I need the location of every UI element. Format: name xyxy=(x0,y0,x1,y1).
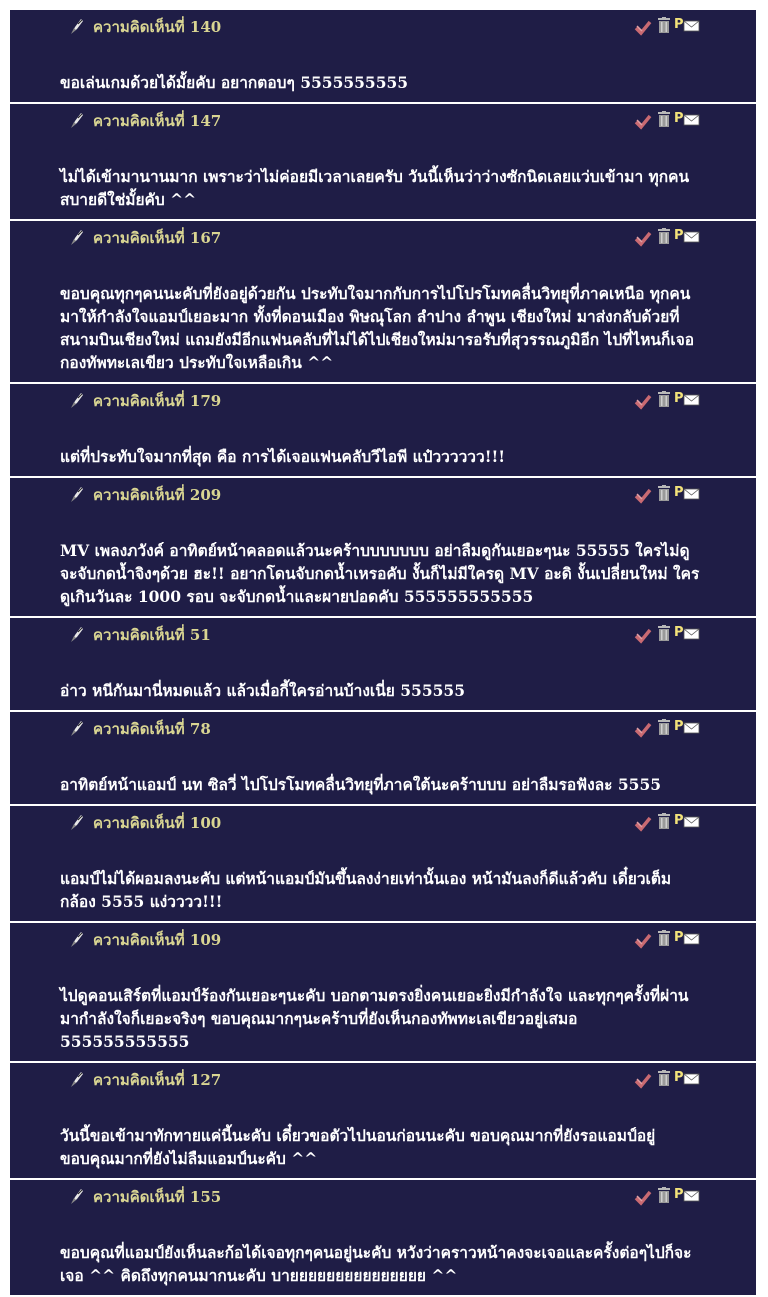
trash-icon[interactable] xyxy=(658,391,670,407)
quill-icon xyxy=(70,112,84,128)
svg-text:P: P xyxy=(674,391,684,406)
comment xyxy=(10,923,756,1063)
comment-text: ขอเล่นเกมด้วยได้มั้ยคับ อยากตอบๆ 5555555555 xyxy=(60,73,409,92)
trash-icon[interactable] xyxy=(658,485,670,501)
comment-number: ความคิดเห็นที่ 127 xyxy=(93,1071,222,1089)
private-message-icon[interactable] xyxy=(674,718,700,734)
comment-text: MV เพลงภวังค์ อาทิตย์หน้าคลอดแล้วนะคร้าบบบบบบบ อย่าลืมดูกันเยอะๆนะ 55555 ใครไม่ดูจะจับกดน้ำจิงๆด้วย ฮะ!! อยากโดนจับกดน้ำเหรอคับ งั้นก็ไม่มีใครดู MV อะดิ งั้นเปลี่ยนใหม่ ใครดูเกินวันละ 1000 รอบ จะจับกดน้ำและผายปอดคับ 555555555555 xyxy=(60,541,700,606)
trash-icon[interactable] xyxy=(658,813,670,829)
comment xyxy=(10,1063,756,1180)
comment xyxy=(10,10,756,104)
private-message-icon[interactable] xyxy=(674,16,700,32)
comment-header xyxy=(10,1063,756,1109)
checkmark-icon[interactable] xyxy=(634,721,652,739)
checkmark-icon[interactable] xyxy=(634,230,652,248)
private-message-icon[interactable] xyxy=(674,812,700,828)
private-message-icon[interactable] xyxy=(674,227,700,243)
comment-number: ความคิดเห็นที่ 78 xyxy=(93,720,211,738)
comment xyxy=(10,104,756,221)
private-message-icon[interactable] xyxy=(674,484,700,500)
checkmark-icon[interactable] xyxy=(634,1072,652,1090)
comment-text: อ่าว หนีกันมานี่หมดแล้ว แล้วเมื่อกี้ใครอ่านบ้างเนี่ย 555555 xyxy=(60,681,465,700)
quill-icon xyxy=(70,720,84,736)
comment-header xyxy=(10,221,756,267)
svg-text:P: P xyxy=(674,625,684,640)
svg-text:P: P xyxy=(674,1187,684,1202)
comment-header xyxy=(10,104,756,150)
comment-number: ความคิดเห็นที่ 100 xyxy=(93,814,222,832)
comment-header xyxy=(10,712,756,758)
comment-number: ความคิดเห็นที่ 109 xyxy=(93,931,222,949)
comment-number: ความคิดเห็นที่ 51 xyxy=(93,626,211,644)
comment-text: แอมป์ไม่ได้ผอมลงนะคับ แต่หน้าแอมป์มันขึ้นลงง่ายเท่านั้นเอง หน้ามันลงก็ดีแล้วคับ เดี๋ยวเต็มกล้อง 5555 แง่วววว!!! xyxy=(60,869,672,911)
comment-number: ความคิดเห็นที่ 209 xyxy=(93,486,222,504)
trash-icon[interactable] xyxy=(658,930,670,946)
checkmark-icon[interactable] xyxy=(634,1189,652,1207)
checkmark-icon[interactable] xyxy=(634,932,652,950)
quill-icon xyxy=(70,486,84,502)
comment xyxy=(10,618,756,712)
trash-icon[interactable] xyxy=(658,228,670,244)
comment-number: ความคิดเห็นที่ 147 xyxy=(93,112,222,130)
svg-text:P: P xyxy=(674,1070,684,1085)
comment xyxy=(10,478,756,618)
checkmark-icon[interactable] xyxy=(634,487,652,505)
comment-text: ขอบคุณที่แอมป์ยังเห็นละก้อได้เจอทุกๆคนอยู่นะคับ หวังว่าคราวหน้าคงจะเจอและครั้งต่อๆไปก็จะเจอ ^^ คิดถึงทุกคนมากนะคับ บายยยยยยยยยยยยยยย ^^ xyxy=(60,1243,692,1285)
private-message-icon[interactable] xyxy=(674,110,700,126)
private-message-icon[interactable] xyxy=(674,390,700,406)
comment-text: อาทิตย์หน้าแอมป์ นท ซิลวี่ ไปโปรโมทคลื่นวิทยุที่ภาคใต้นะคร้าบบบ อย่าลืมรอฟังละ 5555 xyxy=(60,775,662,794)
svg-text:P: P xyxy=(674,111,684,126)
svg-text:P: P xyxy=(674,228,684,243)
private-message-icon[interactable] xyxy=(674,624,700,640)
checkmark-icon[interactable] xyxy=(634,815,652,833)
checkmark-icon[interactable] xyxy=(634,627,652,645)
trash-icon[interactable] xyxy=(658,111,670,127)
svg-text:P: P xyxy=(674,485,684,500)
quill-icon xyxy=(70,1188,84,1204)
comment-text: ไม่ได้เข้ามานานมาก เพราะว่าไม่ค่อยมีเวลาเลยครับ วันนี้เห็นว่าว่างซักนิดเลยแว่บเข้ามา ทุกคนสบายดีใช่มั้ยคับ ^^ xyxy=(60,167,690,209)
trash-icon[interactable] xyxy=(658,1187,670,1203)
comment-header xyxy=(10,10,756,56)
quill-icon xyxy=(70,18,84,34)
comment-number: ความคิดเห็นที่ 155 xyxy=(93,1188,222,1206)
comment-header xyxy=(10,478,756,524)
svg-text:P: P xyxy=(674,719,684,734)
checkmark-icon[interactable] xyxy=(634,19,652,37)
comment-header xyxy=(10,1180,756,1226)
svg-text:P: P xyxy=(674,813,684,828)
quill-icon xyxy=(70,814,84,830)
comment-board xyxy=(10,10,756,1297)
private-message-icon[interactable] xyxy=(674,1186,700,1202)
comment-header xyxy=(10,384,756,430)
comment-number: ความคิดเห็นที่ 167 xyxy=(93,229,222,247)
comment-text: ขอบคุณทุกๆคนนะคับที่ยังอยู่ด้วยกัน ประทับใจมากกับการไปโปรโมทคลื่นวิทยุที่ภาคเหนือ ทุกคนมาให้กำลังใจแอมป์เยอะมาก ทั้งที่ดอนเมือง พิษณุโลก ลำปาง ลำพูน เชียงใหม่ มาส่งกลับด้วยที่สนามบินเชียงใหม่ แถมยังมีอีกแฟนคลับที่ไม่ได้ไปเชียงใหม่มารอรับที่สุวรรณภูมิอีก ไปที่ไหนก็เจอกองทัพทะเลเขียว ประทับใจเหลือเกิน ^^ xyxy=(60,284,695,372)
trash-icon[interactable] xyxy=(658,625,670,641)
quill-icon xyxy=(70,1071,84,1087)
comment-header xyxy=(10,806,756,852)
comment-number: ความคิดเห็นที่ 179 xyxy=(93,392,222,410)
comment-text: ไปดูคอนเสิร์ตที่แอมป์ร้องกันเยอะๆนะคับ บอกตามตรงยิ่งคนเยอะยิ่งมีกำลังใจ และทุกๆครั้งที่ผ่านมากำลังใจก็เยอะจริงๆ ขอบคุณมากๆนะคร้าบที่ยังเห็นกองทัพทะเลเขียวอยู่เสมอ 555555555555 xyxy=(60,986,689,1051)
checkmark-icon[interactable] xyxy=(634,113,652,131)
svg-text:P: P xyxy=(674,930,684,945)
comment-number: ความคิดเห็นที่ 140 xyxy=(93,18,222,36)
comment-header xyxy=(10,618,756,664)
quill-icon xyxy=(70,931,84,947)
comment xyxy=(10,712,756,806)
comment-text: วันนี้ขอเข้ามาทักทายแค่นี้นะคับ เดี๋ยวขอตัวไปนอนก่อนนะคับ ขอบคุณมากที่ยังรอแอมป์อยู่ ขอบคุณมากที่ยังไม่ลืมแอมป์นะคับ ^^ xyxy=(60,1126,656,1168)
checkmark-icon[interactable] xyxy=(634,393,652,411)
quill-icon xyxy=(70,229,84,245)
quill-icon xyxy=(70,626,84,642)
comment xyxy=(10,1180,756,1297)
trash-icon[interactable] xyxy=(658,1070,670,1086)
private-message-icon[interactable] xyxy=(674,1069,700,1085)
trash-icon[interactable] xyxy=(658,719,670,735)
comment-header xyxy=(10,923,756,969)
trash-icon[interactable] xyxy=(658,17,670,33)
private-message-icon[interactable] xyxy=(674,929,700,945)
comment xyxy=(10,806,756,923)
svg-text:P: P xyxy=(674,17,684,32)
comment xyxy=(10,384,756,478)
comment xyxy=(10,221,756,384)
quill-icon xyxy=(70,392,84,408)
comment-text: แต่ที่ประทับใจมากที่สุด คือ การได้เจอแฟนคลับวีไอพี แป๋วววววว!!! xyxy=(60,447,506,466)
